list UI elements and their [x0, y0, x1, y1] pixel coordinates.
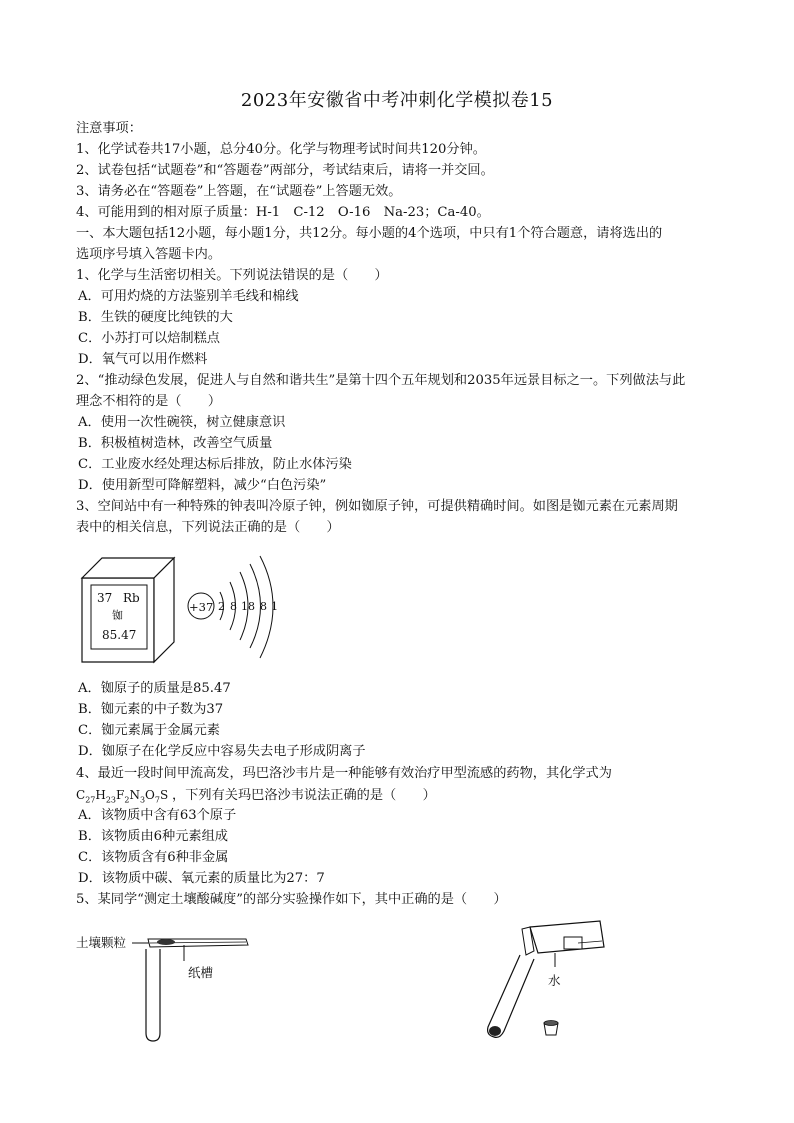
- question-stem: 2、“推动绿色发展，促进人与自然和谐共生”是第十四个五年规划和2035年远景目标之一。下列做法与此: [76, 373, 686, 388]
- answer-option[interactable]: C．工业废水经处理达标后排放，防止水体污染: [78, 457, 352, 472]
- section-instruction: 一、本大题包括12小题，每小题1分，共12分。每小题的4个选项，中只有1个符合题意，请将选出的: [76, 226, 663, 241]
- reagent-bottle-icon: [522, 921, 604, 955]
- question-stem: 4、最近一段时间甲流高发，玛巴洛沙韦片是一种能够有效治疗甲型流感的药物，其化学式为: [76, 766, 612, 781]
- notice-item: 4、可能用到的相对原子质量：H-1 C-12 O-16 Na-23；Ca-40。: [76, 205, 490, 220]
- notice-heading: 注意事项：: [76, 121, 142, 136]
- notice-item: 1、化学试卷共17小题，总分40分。化学与物理考试时间共120分钟。: [76, 142, 486, 157]
- answer-option[interactable]: B．铷元素的中子数为37: [78, 702, 224, 717]
- pour-water-figure: [478, 915, 618, 1045]
- answer-option[interactable]: D．铷原子在化学反应中容易失去电子形成阴离子: [78, 744, 366, 759]
- chemical-formula: $C_{27}H_{23}F_2N_3O_7S$: [76, 788, 169, 805]
- nucleus-charge: +37: [189, 600, 214, 614]
- shell-electrons: 2: [218, 600, 225, 613]
- section-instruction: 选项序号填入答题卡内。: [76, 247, 222, 262]
- atomic-mass: 85.47: [102, 628, 137, 642]
- test-tube-icon: [488, 955, 534, 1037]
- soil-sample-figure: [76, 925, 256, 1045]
- answer-option[interactable]: A．使用一次性碗筷，树立健康意识: [78, 415, 286, 430]
- answer-option[interactable]: B．积极植树造林，改善空气质量: [78, 436, 273, 451]
- answer-option[interactable]: A．可用灼烧的方法鉴别羊毛线和棉线: [78, 289, 299, 304]
- shell-electrons: 1: [271, 600, 278, 613]
- page-title: 2023年安徽省中考冲刺化学模拟卷15: [240, 90, 554, 111]
- notice-item: 2、试卷包括“试题卷”和“答题卷”两部分，考试结束后，请将一并交回。: [76, 163, 494, 178]
- question-stem: 表中的相关信息，下列说法正确的是（ ）: [76, 520, 340, 535]
- shell-electrons: 18: [241, 600, 255, 613]
- answer-option[interactable]: B．生铁的硬度比纯铁的大: [78, 310, 233, 325]
- element-card: [82, 558, 174, 662]
- element-name: 铷: [112, 609, 123, 622]
- answer-option[interactable]: A．铷原子的质量是85.47: [78, 681, 231, 696]
- label-water: 水: [548, 973, 561, 988]
- question-stem-formula-line: $C_{27}H_{23}F_2N_3O_7S$ ，下列有关玛巴洛沙韦说法正确的是（ ）: [76, 788, 436, 805]
- answer-option[interactable]: B．该物质由6种元素组成: [78, 829, 228, 844]
- answer-option[interactable]: D．使用新型可降解塑料，减少“白色污染”: [78, 478, 327, 493]
- answer-option[interactable]: D．氧气可以用作燃料: [78, 352, 208, 367]
- question-stem: 5、某同学“测定土壤酸碱度”的部分实验操作如下，其中正确的是（ ）: [76, 892, 507, 907]
- shell-electrons: 8: [230, 600, 237, 613]
- shell-electrons: 8: [260, 600, 267, 613]
- atom-structure-diagram: [188, 556, 278, 658]
- question-stem: 理念不相符的是（ ）: [76, 394, 222, 409]
- answer-option[interactable]: C．该物质含有6种非金属: [78, 850, 229, 865]
- notice-item: 3、请务必在“答题卷”上答题，在“试题卷”上答题无效。: [76, 184, 402, 199]
- answer-option[interactable]: C．铷元素属于金属元素: [78, 723, 220, 738]
- label-soil-particles: 土壤颗粒: [76, 935, 127, 950]
- answer-option[interactable]: D．该物质中碳、氧元素的质量比为27：7: [78, 871, 325, 886]
- answer-option[interactable]: C．小苏打可以焙制糕点: [78, 331, 220, 346]
- question-stem: 3、空间站中有一种特殊的钟表叫冷原子钟，例如铷原子钟，可提供精确时间。如图是铷元素在元素周期: [76, 499, 678, 514]
- element-symbol: Rb: [123, 591, 140, 605]
- atomic-number: 37: [97, 591, 113, 605]
- stopper-icon: [544, 1021, 558, 1036]
- label-paper-trough: 纸槽: [188, 965, 214, 980]
- answer-option[interactable]: A．该物质中含有63个原子: [78, 808, 237, 823]
- rubidium-figure: [76, 550, 296, 666]
- question-stem: 1、化学与生活密切相关。下列说法错误的是（ ）: [76, 268, 388, 283]
